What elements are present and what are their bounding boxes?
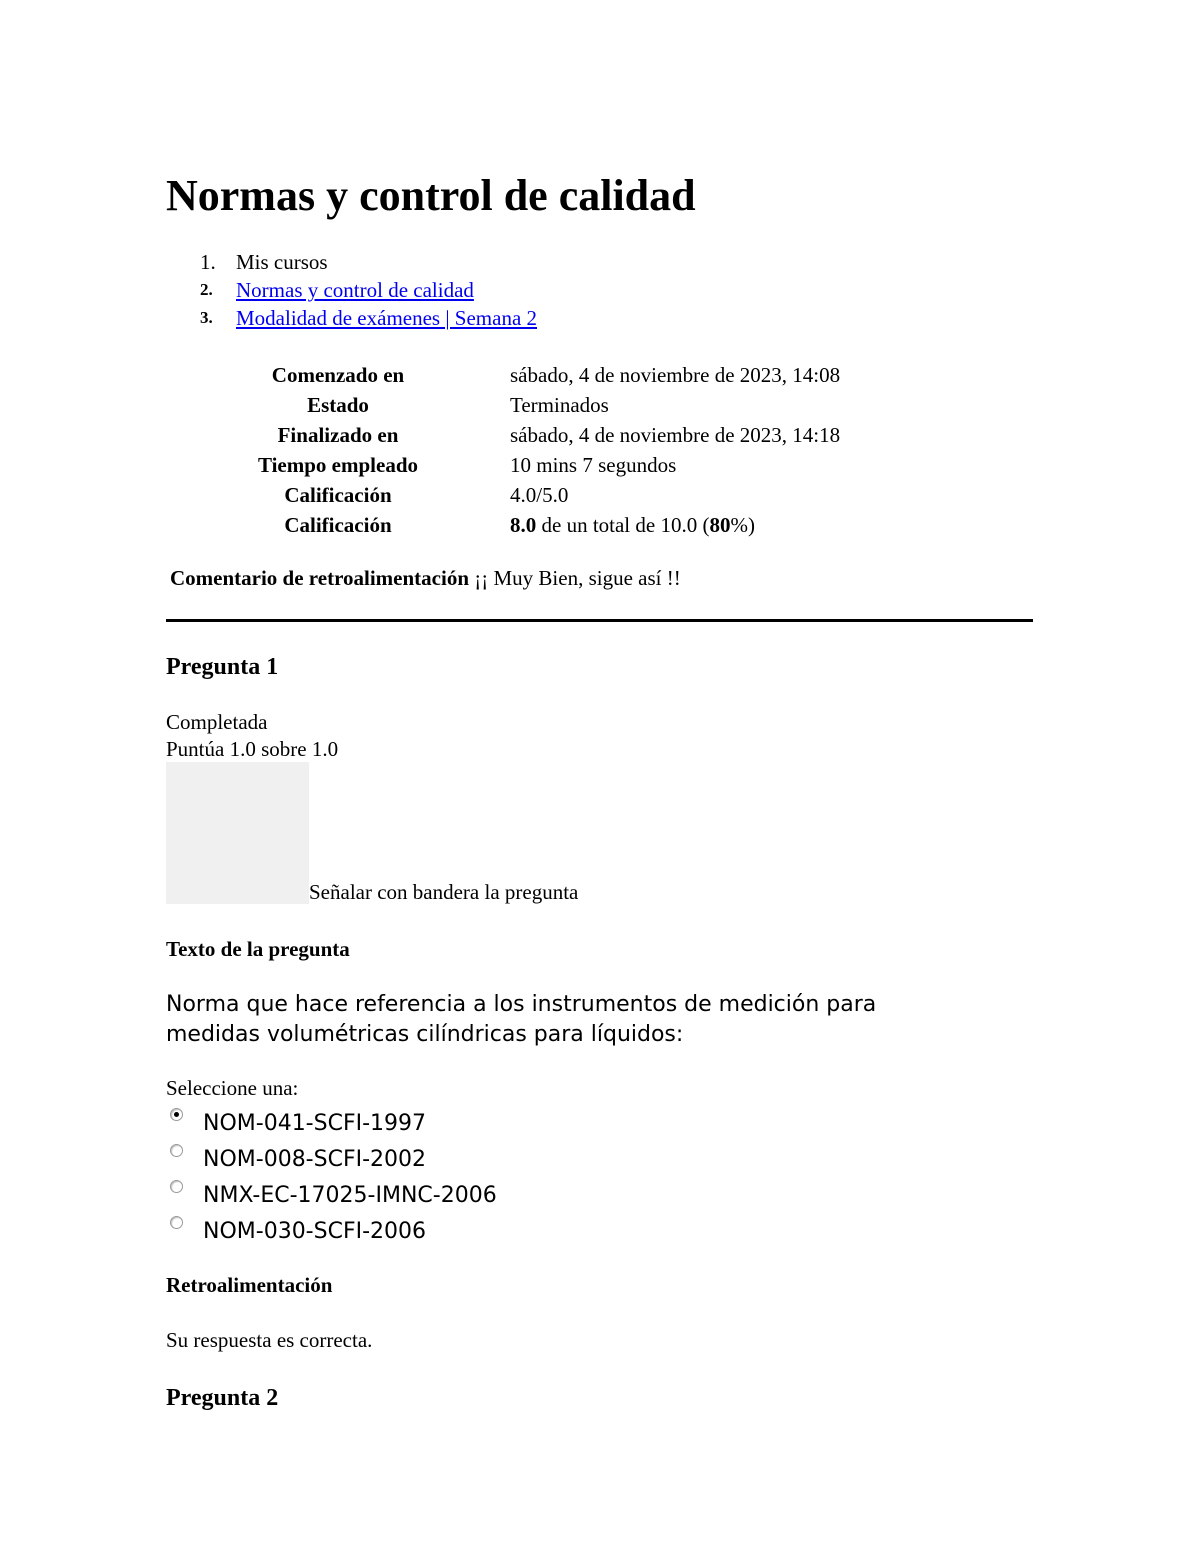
- answer-option-label: NOM-041-SCFI-1997: [203, 1111, 427, 1136]
- overall-feedback-label: Comentario de retroalimentación: [170, 566, 469, 590]
- summary-label: Calificación: [284, 513, 392, 537]
- answer-option-label: NMX-EC-17025-IMNC-2006: [203, 1183, 497, 1208]
- summary-value: Terminados: [510, 393, 609, 417]
- summary-row-time-taken: [226, 450, 840, 480]
- radio-icon[interactable]: [170, 1180, 183, 1193]
- attempt-summary-table: [226, 360, 840, 540]
- question-1-status: Completada: [166, 710, 268, 734]
- flag-icon[interactable]: [166, 762, 309, 904]
- summary-value: 4.0/5.0: [510, 483, 569, 507]
- radio-icon[interactable]: [170, 1216, 183, 1229]
- summary-label: Finalizado en: [277, 423, 399, 447]
- radio-selected-icon[interactable]: [170, 1108, 183, 1121]
- overall-feedback-text: ¡¡ Muy Bien, sigue así !!: [469, 566, 681, 590]
- summary-value: 10 mins 7 segundos: [510, 453, 677, 477]
- question-text-heading: Texto de la pregunta: [166, 937, 350, 961]
- summary-label: Calificación: [284, 483, 392, 507]
- grade-percent-suffix: %): [730, 513, 755, 537]
- grade-total: de un total de 10.0 (: [536, 513, 710, 537]
- summary-value-grade: [510, 510, 840, 540]
- summary-row-marks: [226, 480, 840, 510]
- summary-label: Tiempo empleado: [257, 453, 419, 477]
- breadcrumb-item-course[interactable]: [166, 276, 537, 304]
- breadcrumb-item-exam-week[interactable]: [166, 304, 537, 332]
- breadcrumb-number: 2.: [200, 280, 213, 299]
- question-2-heading: Pregunta 2: [166, 1385, 279, 1411]
- summary-row-finished: [226, 420, 840, 450]
- grade-percent: 80: [709, 513, 731, 537]
- answer-option-label: NOM-008-SCFI-2002: [203, 1147, 427, 1172]
- feedback-text: Su respuesta es correcta.: [166, 1328, 373, 1352]
- summary-row-started: [226, 360, 840, 390]
- question-1-heading: Pregunta 1: [166, 654, 279, 680]
- summary-row-grade: [226, 510, 840, 540]
- summary-label: Comenzado en: [271, 363, 405, 387]
- question-1-text: Norma que hace referencia a los instrumentos de medición para medidas volumétricas cilíndricas para líquidos:: [166, 992, 877, 1047]
- feedback-heading: Retroalimentación: [166, 1273, 333, 1297]
- summary-row-state: [226, 390, 840, 420]
- breadcrumb-link-course[interactable]: Normas y control de calidad: [236, 278, 474, 302]
- select-one-prompt: Seleccione una:: [166, 1076, 299, 1100]
- overall-feedback: [170, 566, 681, 591]
- summary-value: sábado, 4 de noviembre de 2023, 14:08: [510, 363, 841, 387]
- breadcrumb-link-exam-week[interactable]: Modalidad de exámenes | Semana 2: [236, 306, 538, 330]
- breadcrumb-item-my-courses: [166, 248, 537, 276]
- breadcrumb-number: 1.: [200, 250, 216, 274]
- breadcrumb-label-my-courses: Mis cursos: [236, 250, 328, 274]
- question-1-score: Puntúa 1.0 sobre 1.0: [166, 737, 339, 761]
- breadcrumb: [166, 248, 537, 332]
- grade-value: 8.0: [510, 513, 537, 537]
- flag-question-link[interactable]: Señalar con bandera la pregunta: [309, 880, 579, 904]
- radio-icon[interactable]: [170, 1144, 183, 1157]
- page-title: Normas y control de calidad: [166, 171, 696, 220]
- answer-option-label: NOM-030-SCFI-2006: [203, 1219, 427, 1244]
- breadcrumb-number: 3.: [200, 308, 213, 327]
- summary-label: Estado: [307, 393, 369, 417]
- summary-value: sábado, 4 de noviembre de 2023, 14:18: [510, 423, 841, 447]
- divider: [166, 619, 1033, 622]
